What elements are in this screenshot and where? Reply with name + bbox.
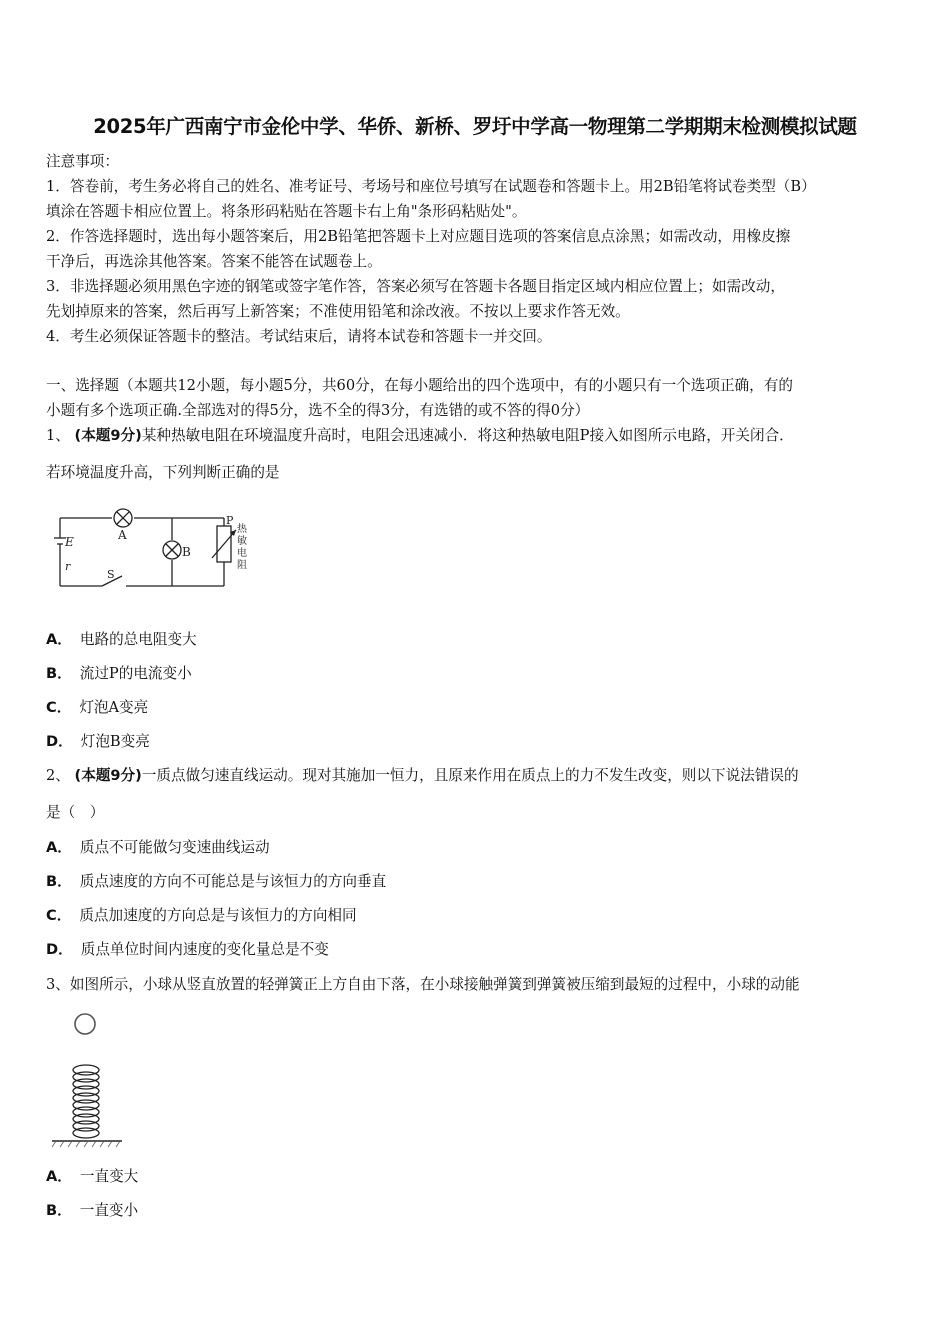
option-text: 电路的总电阻变大 [79, 631, 197, 648]
thermistor-caption: 敏 [237, 536, 247, 547]
question-number: 1、 [46, 427, 70, 444]
thermistor-caption: 阻 [237, 560, 247, 571]
thermistor-p-label: P [226, 514, 234, 527]
option-letter: A． [46, 1168, 72, 1185]
question-3-stem [46, 975, 800, 995]
notice-line: 4．考生必须保证答题卡的整洁。考试结束后，请将本试卷和答题卡一并交回。 [46, 328, 552, 345]
question-2-stem-cont: 是（ ） [46, 804, 105, 821]
option-letter: C． [46, 907, 72, 924]
option-text: 质点速度的方向不可能总是与该恒力的方向垂直 [79, 873, 387, 890]
question-1-stem-cont: 若环境温度升高，下列判断正确的是 [46, 464, 280, 481]
thermistor-caption: 热 [237, 524, 247, 535]
option-d [46, 940, 329, 960]
option-d [46, 732, 150, 752]
option-text: 质点加速度的方向总是与该恒力的方向相同 [79, 907, 357, 924]
question-2-stem [46, 766, 799, 786]
notice-line: 干净后，再选涂其他答案。答案不能答在试题卷上。 [46, 253, 382, 270]
option-letter: D． [46, 733, 73, 750]
option-a [46, 1167, 138, 1187]
spring-ball-diagram [48, 1008, 128, 1148]
option-text: 灯泡A变亮 [79, 699, 149, 716]
question-text: 如图所示，小球从竖直放置的轻弹簧正上方自由下落，在小球接触弹簧到弹簧被压缩到最短的过程中，小球的动能 [69, 976, 800, 993]
circuit-diagram [44, 502, 264, 608]
lamp-b-label: B [182, 545, 191, 559]
option-text: 流过P的电流变小 [79, 665, 192, 682]
exam-title: 2025年广西南宁市金伦中学、华侨、新桥、罗圩中学高一物理第二学期期末检测模拟试题 [93, 115, 857, 138]
option-a [46, 838, 270, 858]
question-number: 3、 [46, 976, 70, 993]
notice-line: 3．非选择题必须用黑色字迹的钢笔或签字笔作答，答案必须写在答题卡各题目指定区域内相应位置上；如需改动， [46, 278, 785, 295]
internal-resistance-label: r [65, 560, 71, 573]
ball [75, 1014, 95, 1034]
thermistor-caption: 电 [237, 548, 247, 559]
spring [73, 1065, 99, 1138]
question-text: 一质点做匀速直线运动。现对其施加一恒力，且原来作用在质点上的力不发生改变，则以下说法错误的 [141, 767, 799, 784]
lamp-a-label: A [118, 528, 127, 542]
option-letter: B． [46, 873, 72, 890]
notice-line: 2．作答选择题时，选出每小题答案后，用2B铅笔把答题卡上对应题目选项的答案信息点涂黑；如需改动，用橡皮擦 [46, 228, 791, 245]
option-b [46, 1201, 138, 1221]
question-score-tag: (本题9分) [74, 767, 142, 784]
option-text: 质点单位时间内速度的变化量总是不变 [80, 941, 329, 958]
notice-line: 1．答卷前，考生务必将自己的姓名、准考证号、考场号和座位号填写在试题卷和答题卡上。用2B铅笔将试卷类型（B） [46, 178, 816, 195]
question-number: 2、 [46, 767, 70, 784]
question-1-stem [46, 426, 794, 446]
option-letter: C． [46, 699, 72, 716]
option-letter: D． [46, 941, 73, 958]
emf-label: E [65, 535, 74, 549]
option-c [46, 698, 148, 718]
option-text: 一直变大 [79, 1168, 139, 1185]
section-heading: 一、选择题（本题共12小题，每小题5分，共60分，在每小题给出的四个选项中，有的小题只有一个选项正确，有的 [46, 377, 793, 394]
option-letter: B． [46, 665, 72, 682]
notice-heading: 注意事项： [46, 153, 119, 170]
option-c [46, 906, 357, 926]
notice-line: 填涂在答题卡相应位置上。将条形码粘贴在答题卡右上角"条形码粘贴处"。 [46, 203, 527, 220]
option-a [46, 630, 197, 650]
option-b [46, 664, 192, 684]
option-letter: A． [46, 839, 72, 856]
option-text: 灯泡B变亮 [80, 733, 150, 750]
option-b [46, 872, 386, 892]
option-letter: B． [46, 1202, 72, 1219]
option-letter: A． [46, 631, 72, 648]
switch-label: S [107, 568, 115, 581]
option-text: 质点不可能做匀变速曲线运动 [79, 839, 270, 856]
question-score-tag: (本题9分) [74, 427, 142, 444]
section-heading-cont: 小题有多个选项正确.全部选对的得5分，选不全的得3分，有选错的或不答的得0分） [46, 402, 590, 419]
notice-line: 先划掉原来的答案，然后再写上新答案；不准使用铅笔和涂改液。不按以上要求作答无效。 [46, 303, 630, 320]
option-text: 一直变小 [79, 1202, 139, 1219]
question-text: 某种热敏电阻在环境温度升高时，电阻会迅速减小．将这种热敏电阻P接入如图所示电路，开关闭合． [141, 427, 794, 444]
